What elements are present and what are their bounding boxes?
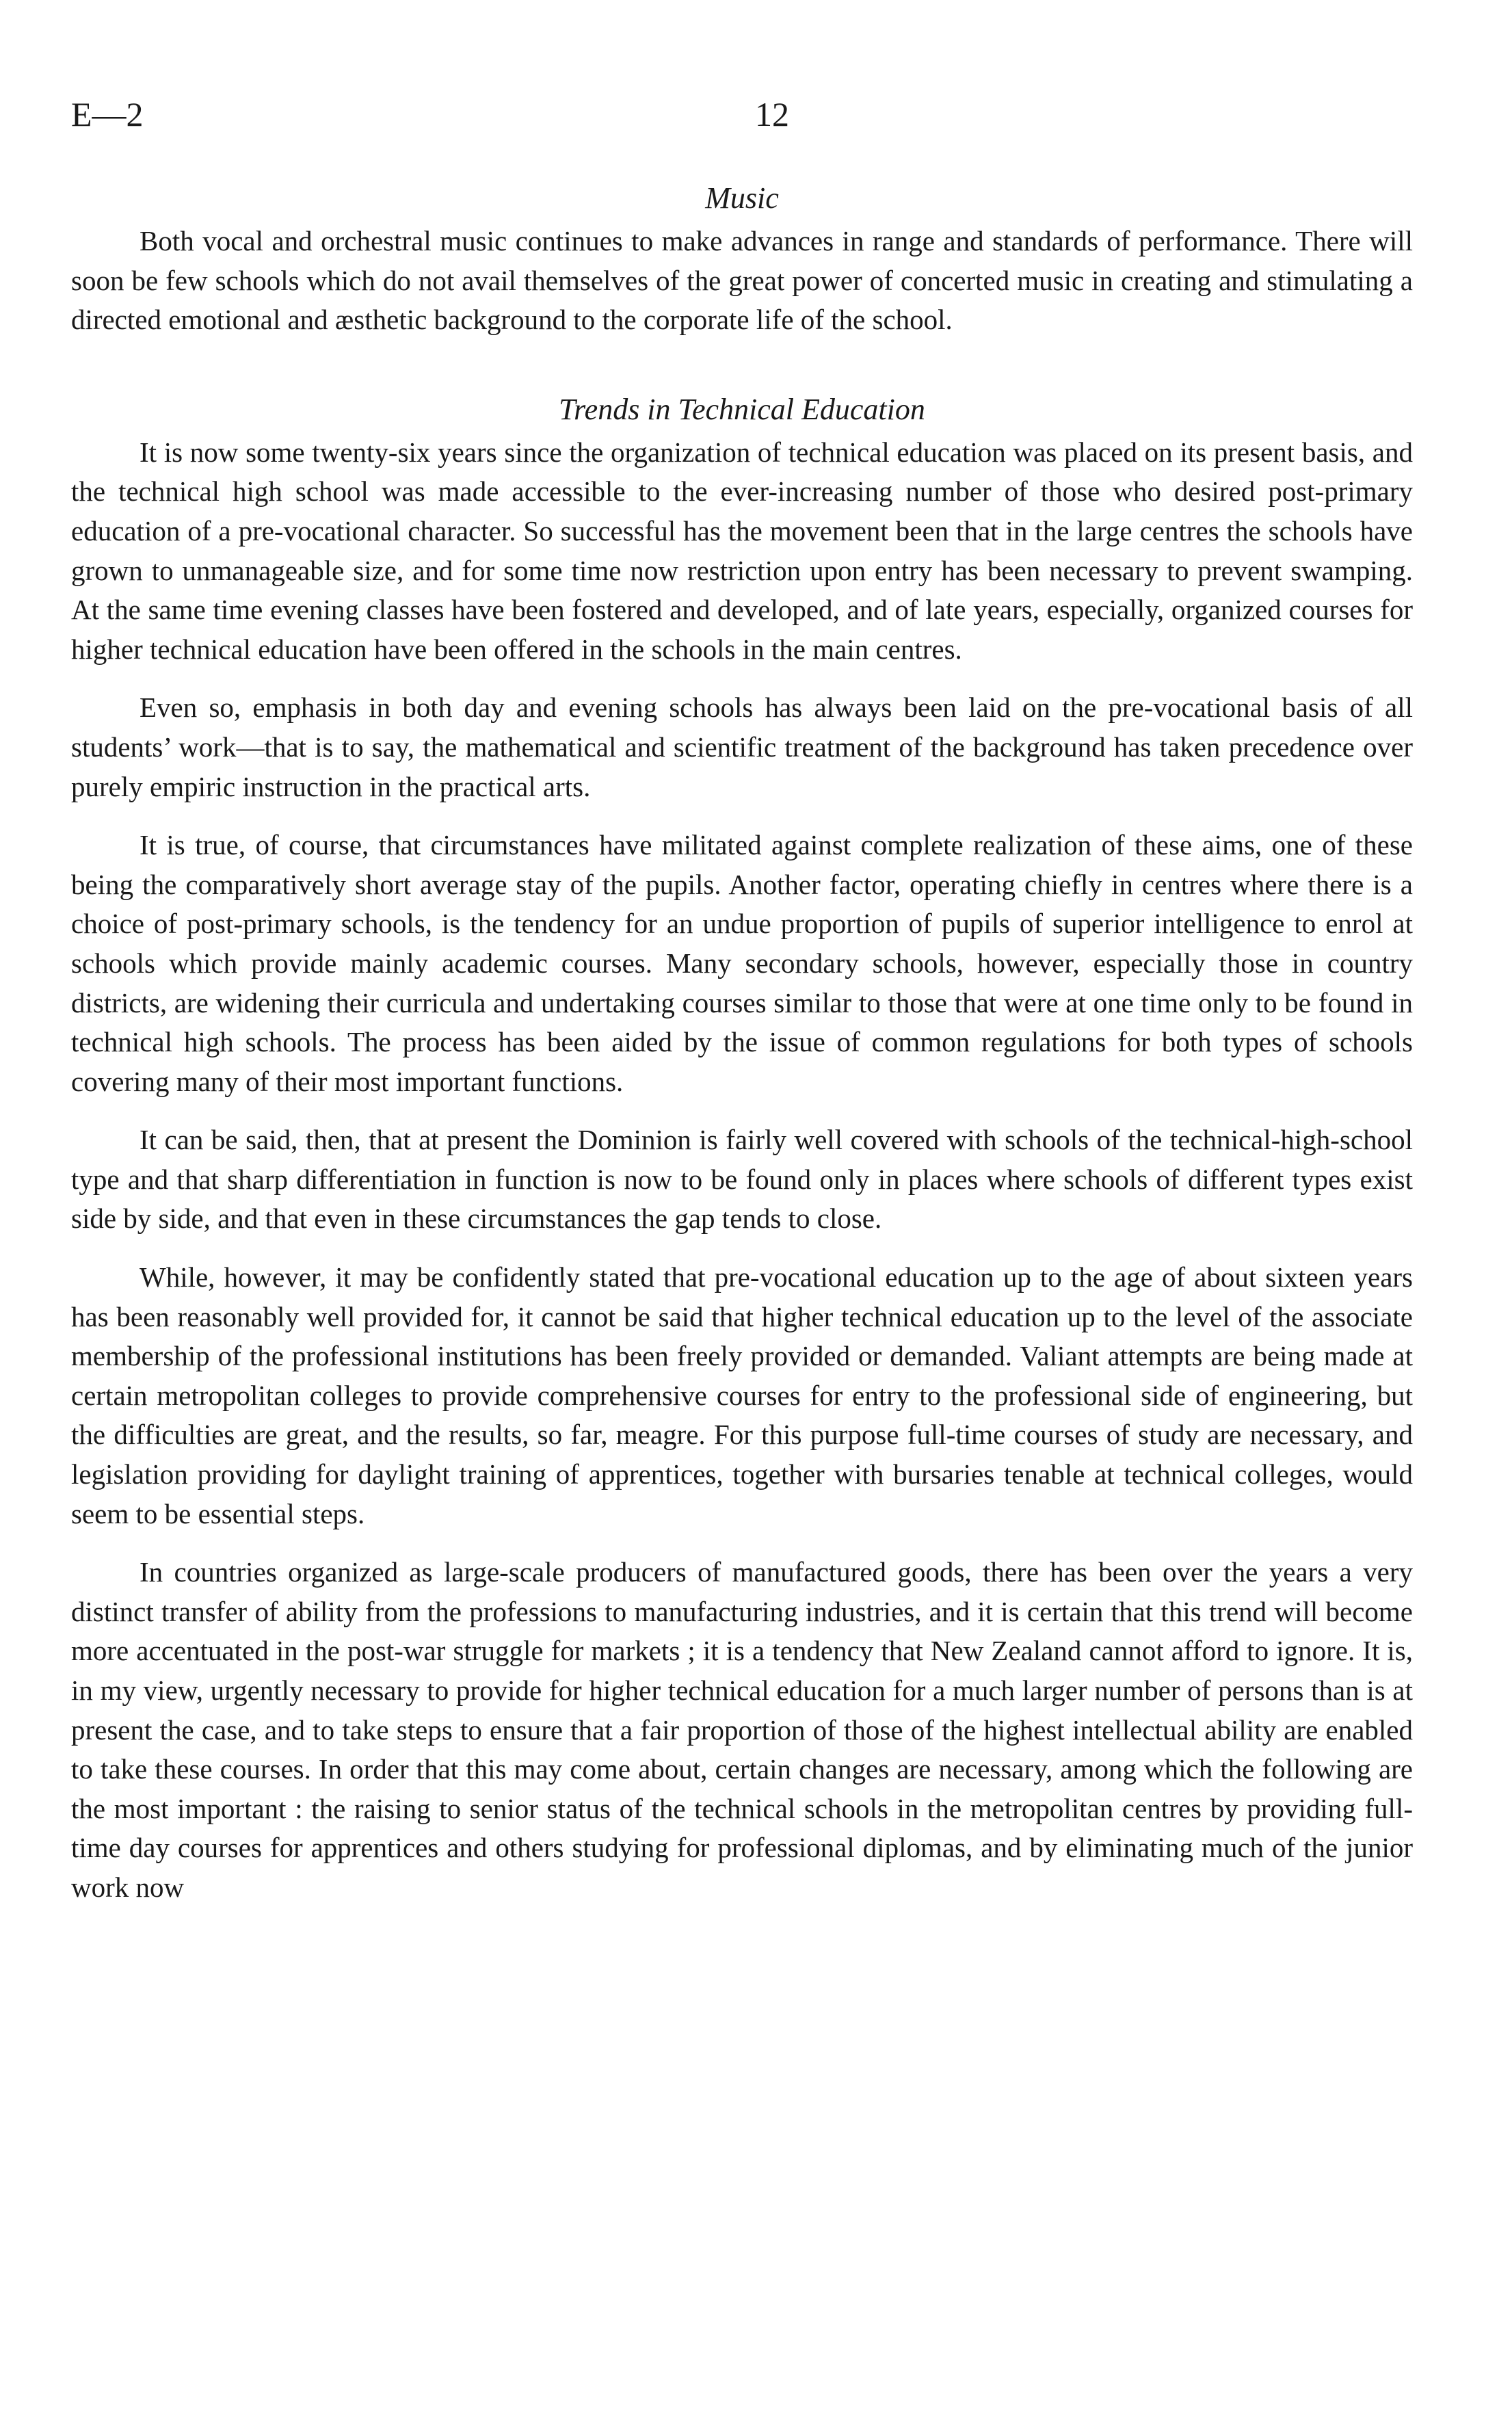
paragraph: In countries organized as large-scale producers of manufactured goods, there has been over the years a very distinct transfer of ability from the professions to manufacturing industries, and it is certain that this trend will become more accentuated in the post-war struggle for markets ; it is a tendency that New Zealand cannot afford to ignore. It is, in my view, urgently necessary to provide for higher technical education for a much larger number of persons than is at present the case, and to take steps to ensure that a fair proportion of those of the highest intellectual ability are enabled to take these courses. In order that this may come about, certain changes are necessary, among which the following are the most important : the raising to senior status of the technical schools in the metropolitan centres by providing full-time day courses for apprentices and others studying for professional diplomas, and by eliminating much of the junior work now — [71, 1556, 1413, 1903]
paragraph: Both vocal and orchestral music continues to make advances in range and standards of performance. There will soon be few schools which do not avail themselves of the great power of concerted music in creating and stimulating a directed emotional and æsthetic background to the corporate life of the school. — [71, 225, 1413, 336]
page-number: 12 — [755, 95, 789, 133]
page-body — [71, 179, 1413, 1927]
paragraph: It is true, of course, that circumstances have militated against complete realization of these aims, one of these being the comparatively short average stay of the pupils. Another factor, operating chiefly in centres where there is a choice of post-primary schools, is the tendency for an undue proportion of pupils of superior intelligence to enrol at schools which provide mainly academic courses. Many secondary schools, however, especially those in country districts, are widening their curricula and undertaking courses similar to those that were at one time only to be found in technical high schools. The process has been aided by the issue of common regulations for both types of schools covering many of their most important functions. — [71, 829, 1413, 1097]
paragraph: While, however, it may be confidently stated that pre-vocational education up to the age of about sixteen years has been reasonably well provided for, it cannot be said that higher technical education up to the level of the associate membership of the professional institutions has been freely provided or demanded. Valiant attempts are being made at certain metropolitan colleges to provide comprehensive courses for entry to the professional side of engineering, but the difficulties are great, and the results, so far, meagre. For this purpose full-time courses of study are necessary, and legislation providing for daylight training of apprentices, together with bursaries tenable at technical colleges, would seem to be essential steps. — [71, 1261, 1413, 1529]
paragraph: It can be said, then, that at present the Dominion is fairly well covered with schools of the technical-high-school type and that sharp differentiation in function is now to be found only in places where schools of different types exist side by side, and that even in these circumstances the gap tends to close. — [71, 1124, 1413, 1235]
document-reference: E—2 — [71, 95, 144, 133]
page-header — [71, 90, 1416, 138]
section-music — [71, 179, 1413, 340]
section-title-music: Music — [705, 181, 779, 215]
paragraph: Even so, emphasis in both day and evening schools has always been laid on the pre-vocational basis of all students’ work—that is to say, the mathematical and scientific treatment of the background has taken precedence over purely empiric instruction in the practical arts. — [71, 692, 1413, 802]
paragraph: It is now some twenty-six years since the organization of technical education was placed on its present basis, and the technical high school was made accessible to the ever-increasing number of those who desired post-primary education of a pre-vocational character. So successful has the movement been that in the large centres the schools have grown to unmanageable size, and for some time now restriction upon entry has been necessary to prevent swamping. At the same time evening classes have been fostered and developed, and of late years, especially, organized courses for higher technical education have been offered in the schools in the main centres. — [71, 436, 1413, 665]
section-title-technical-education: Trends in Technical Education — [559, 392, 925, 426]
section-trends-in-technical-education — [71, 391, 1413, 1908]
